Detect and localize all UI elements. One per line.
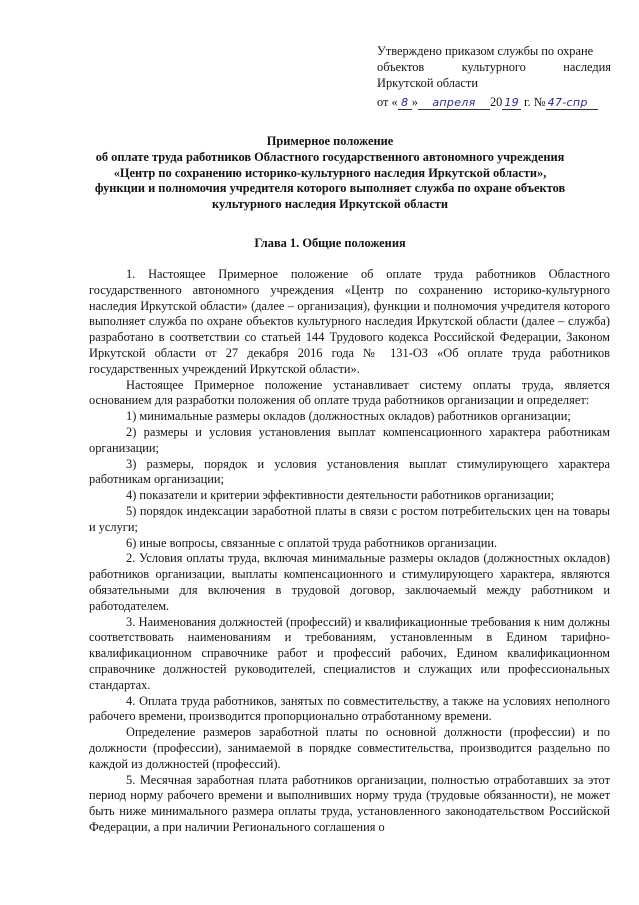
approval-line-3: Иркутской области <box>377 75 478 90</box>
approval-line-1: Утверждено приказом службы по охране <box>377 44 594 58</box>
paragraph-1: 1. Настоящее Примерное положение об оплате труда работников Областного государственного автономного учреждения «Центр по сохранению историко-культурного наследия Иркутской области» (далее – организация), функции и полномочия учредителя которого выполняет служба по охране объектов культурного наследия Иркутской области (далее – служба) разработано в соответствии со статьей 144 Трудового кодекса Российской Федерации, Законом Иркутской области от 27 декабря 2016 года № 131-ОЗ «Об оплате труда работников государственных учреждений Иркутской области». <box>89 267 610 376</box>
paragraph-4: 3. Наименования должностей (профессий) и квалификационные требования к ним должны соответствовать наименованиям и требованиям, установленным в Едином тарифно-квалификационном справочнике работ и профессий рабочих, Едином квалификационном справочнике должностей руководителей, специалистов и служащих или профессиональных стандартах. <box>89 614 610 692</box>
list-item-5: 5) порядок индексации заработной платы в связи с ростом потребительских цен на товары и услуги; <box>89 503 610 534</box>
document-body <box>89 267 610 836</box>
chapter-heading: Глава 1. Общие положения <box>254 236 406 250</box>
paragraph-3: 2. Условия оплаты труда, включая минимальные размеры окладов (должностных окладов) работников организации, выплаты компенсационного и стимулирующего характера, являются обязательными для включения в трудовой договор, заключаемый между работником и работодателем. <box>89 551 610 613</box>
date-mid: » <box>411 95 418 110</box>
title-line-3: «Центр по сохранению историко-культурного наследия Иркутской области», <box>113 165 547 180</box>
number-prefix: г. № <box>523 95 546 110</box>
date-prefix: от « <box>377 95 398 110</box>
title-line-4: функции и полномочия учредителя которого выполняет служба по охране объектов <box>94 181 566 196</box>
handwritten-day: 8 <box>398 97 412 110</box>
title-line-1: Примерное положение <box>266 134 394 148</box>
list-item-4: 4) показатели и критерии эффективности деятельности работников организации; <box>126 488 555 503</box>
document-title <box>40 134 620 213</box>
list-item-3: 3) размеры, порядок и условия установления выплат стимулирующего характера работникам организации; <box>89 456 610 487</box>
approval-stamp <box>377 44 611 111</box>
paragraph-5: 4. Оплата труда работников, занятых по совместительству, а также на условиях неполного рабочего времени, производится пропорционально отработанному времени. <box>89 693 610 724</box>
paragraph-6: Определение размеров заработной платы по основной должности (профессии) и по должности (профессии), занимаемой в порядке совместительства, производится раздельно по каждой из должностей (профессий). <box>89 725 610 771</box>
approval-date-line <box>377 95 611 111</box>
year-prefix: 20 <box>489 95 503 110</box>
handwritten-order-number: 47-спр <box>546 97 598 110</box>
title-line-5: культурного наследия Иркутской области <box>212 197 448 212</box>
handwritten-year: 19 <box>504 96 519 110</box>
title-line-2: об оплате труда работников Областного государственного автономного учреждения <box>95 149 565 164</box>
list-item-6: 6) иные вопросы, связанные с оплатой труда работников организации. <box>126 535 498 550</box>
paragraph-7: 5. Месячная заработная плата работников организации, полностью отработавших за этот период норму рабочего времени и выполнивших норму труда (трудовые обязанности), не может быть ниже минимального размера оплаты труда, установленного законодательством Российской Федерации, а при наличии Регионального соглашения о <box>89 772 610 834</box>
approval-line-2: объектов культурного наследия <box>377 59 611 74</box>
list-item-2: 2) размеры и условия установления выплат компенсационного характера работникам организации; <box>89 424 610 455</box>
list-item-1: 1) минимальные размеры окладов (должностных окладов) работников организации; <box>126 409 571 424</box>
paragraph-2: Настоящее Примерное положение устанавливает систему оплаты труда, является основанием для разработки положения об оплате труда работников организации и определяет: <box>89 377 610 408</box>
handwritten-month: апреля <box>418 97 490 110</box>
